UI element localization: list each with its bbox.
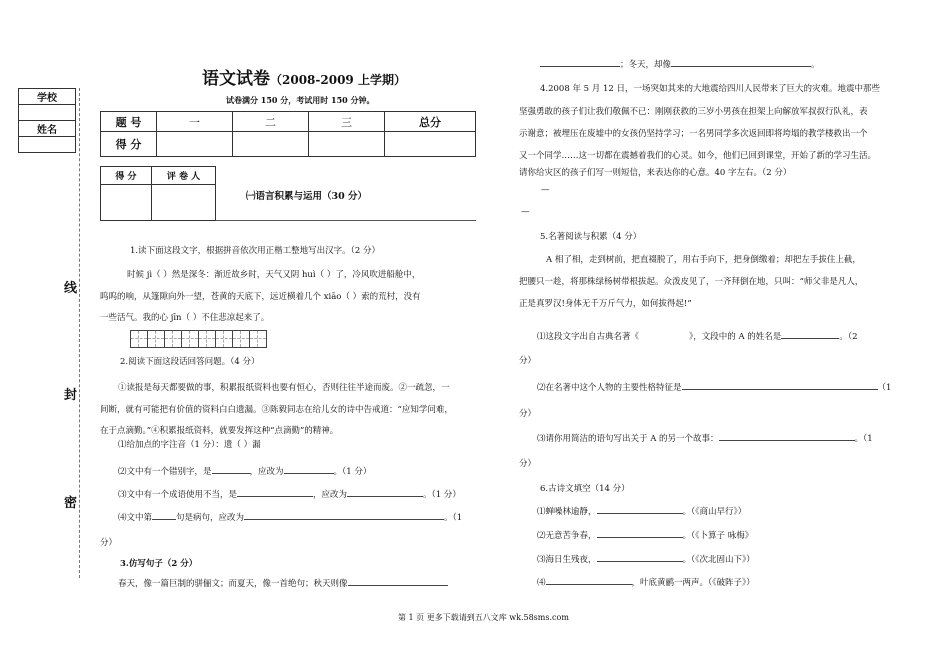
q6-blank4[interactable] bbox=[546, 575, 632, 585]
q6-line4 bbox=[537, 575, 755, 588]
q2-para1: ①读报是每天都要做的事，积累报纸资料也要有恒心，否则往往半途而废。②一疏忽，一 bbox=[118, 383, 450, 393]
q6-blank2[interactable] bbox=[597, 528, 683, 538]
q6-line2 bbox=[537, 528, 753, 541]
q5-sub2 bbox=[537, 380, 891, 393]
title-sub: （2008-2009 上学期） bbox=[270, 73, 406, 87]
grid-cell[interactable] bbox=[232, 330, 250, 348]
q2-sub3-text: ⑶文中有一个成语使用不当，是 bbox=[118, 490, 238, 500]
page-title bbox=[202, 64, 406, 89]
score-header-total: 总分 bbox=[385, 112, 476, 132]
q2-sub3-blank2[interactable] bbox=[347, 487, 423, 497]
q3-line-text: 春天，像一篇巨制的骈俪文；而夏天，像一首绝句；秋天则像 bbox=[118, 579, 348, 589]
q3-continuation bbox=[540, 57, 820, 70]
q3-blank-cont[interactable] bbox=[540, 57, 620, 67]
q4-answer-dash1[interactable]: — bbox=[541, 185, 550, 195]
q6-line2-source: 。（《卜算子 咏梅》 bbox=[682, 531, 754, 541]
q6-line3-source: 。（《次北固山下》） bbox=[682, 555, 755, 565]
grid-cell[interactable] bbox=[130, 330, 148, 348]
q4-line4: 又一个同学……这一切都在震撼着我们的心灵。如今，他们已回到课堂，开始了新的学习生活。 bbox=[519, 151, 877, 161]
q2-para3: 在于点滴勤。”④积累报纸资料，就要发挥这种“点滴勤”的精神。 bbox=[100, 426, 339, 436]
q5-sub3-blank[interactable] bbox=[719, 431, 855, 441]
q6-line3 bbox=[537, 552, 755, 565]
q2-para2: 间断，就有可能把有价值的资料白白遗漏。③陈毅同志在给儿女的诗中告戒道：“应知学问难， bbox=[100, 405, 453, 415]
q5-sub3-cont: 分） bbox=[519, 459, 537, 469]
score-header-1: 一 bbox=[157, 112, 233, 132]
score-cell-total[interactable] bbox=[385, 132, 476, 157]
q2-sub2-text3: 。（1 分） bbox=[333, 467, 372, 477]
q1-line2: 呜呜的响，从篷隙向外一望，苍黄的天底下，远近横着几个 xiāo（ ）索的荒村，没有 bbox=[100, 292, 421, 302]
score-cell-2[interactable] bbox=[233, 132, 309, 157]
q5-title: 5.名著阅读与积累（4 分） bbox=[540, 232, 642, 242]
q2-sub2-text: ⑵文中有一个错别字，是 bbox=[118, 467, 212, 477]
exam-subtitle: 试卷满分 150 分，考试用时 150 分钟。 bbox=[226, 95, 375, 105]
grader-name-label: 评 卷 人 bbox=[152, 167, 216, 185]
student-info-box bbox=[18, 88, 76, 153]
name-field[interactable] bbox=[19, 137, 76, 153]
q5-sub3-text: ⑶请你用简洁的语句写出关于 A 的另一个故事： bbox=[537, 434, 719, 444]
q2-sub4-blank1[interactable] bbox=[152, 510, 176, 520]
q5-para1: A 相了相，走到树前，把直裰脱了，用右手向下，把身倒缴着；却把左手拔住上截， bbox=[546, 255, 861, 265]
q1-line3: 一些活气。我的心 jīn（ ）不住悲凉起来了。 bbox=[100, 313, 270, 323]
q4-answer-dash2[interactable]: — bbox=[521, 207, 530, 217]
q2-sub3-blank1[interactable] bbox=[237, 487, 313, 497]
grid-cell[interactable] bbox=[198, 330, 216, 348]
score-header-3: 三 bbox=[309, 112, 385, 132]
q2-sub4-cont: 分） bbox=[100, 538, 118, 548]
q5-sub2-blank[interactable] bbox=[682, 380, 878, 390]
grid-cell[interactable] bbox=[164, 330, 182, 348]
score-cell-1[interactable] bbox=[157, 132, 233, 157]
section1-underline bbox=[216, 220, 476, 221]
q3-blank1[interactable] bbox=[348, 576, 448, 586]
grader-table bbox=[100, 166, 216, 221]
name-label: 姓名 bbox=[19, 121, 76, 137]
q6-line1-text: ⑴蝉噪林逾静， bbox=[537, 507, 597, 517]
q4-line2: 坚强勇敢的孩子们让我们敬佩不已：刚刚获救的三岁小男孩在担架上向解放军叔叔行队礼，表 bbox=[519, 107, 868, 117]
seal-char-line: 线 bbox=[64, 281, 78, 296]
q5-sub1-text3: 。（2 bbox=[839, 332, 858, 342]
q2-sub4 bbox=[118, 510, 462, 523]
q5-para2: 把腰只一趁，将那株绿杨树带根拔起。众泼皮见了，一齐拜倒在地，只叫：“师父非是凡人， bbox=[519, 277, 864, 287]
q4-line1: 4.2008 年 5 月 12 日，一场突如其来的大地震给四川人民带来了巨大的灾难。地震中那些 bbox=[540, 84, 880, 94]
q1-line1: 时候 jì（ ）然是深冬：渐近故乡时，天气又阴 huì（ ）了，冷风吹进船舱中， bbox=[127, 270, 421, 280]
score-cell-3[interactable] bbox=[309, 132, 385, 157]
grader-score-label: 得 分 bbox=[101, 167, 152, 185]
q2-sub2-text2: ，应改为 bbox=[249, 467, 284, 477]
q4-line3: 示谢意；被埋压在废墟中的女孩仍坚持学习；一名男同学多次返回即将垮塌的教学楼救出一个 bbox=[519, 129, 868, 139]
school-label: 学校 bbox=[19, 89, 76, 105]
seal-char-secret: 密 bbox=[64, 496, 78, 511]
q1-writing-grid[interactable] bbox=[130, 330, 266, 348]
q5-sub1-blank2[interactable] bbox=[781, 329, 839, 339]
q2-sub2 bbox=[118, 464, 371, 477]
binding-line bbox=[79, 88, 80, 578]
q2-title: 2.阅读下面这段话回答问题。（4 分） bbox=[120, 357, 260, 367]
q6-line4-source: ，叶底黄鹂一两声。（《破阵子》） bbox=[631, 578, 755, 588]
q3-line bbox=[118, 576, 448, 589]
q5-sub1-blank1[interactable] bbox=[639, 330, 689, 339]
q4-line5: 请你给灾区的孩子们写一则短信，来表达你的心意。40 字左右。（2 分） bbox=[519, 168, 792, 178]
q3-cont-end: 。 bbox=[811, 60, 820, 70]
grid-cell[interactable] bbox=[147, 330, 165, 348]
q5-sub1 bbox=[537, 329, 857, 342]
score-row-label: 得 分 bbox=[101, 132, 157, 157]
q5-sub3 bbox=[537, 431, 873, 444]
q6-line4-text: ⑷ bbox=[537, 578, 546, 588]
q2-sub3 bbox=[118, 487, 461, 500]
page-footer: 第 1 页 更多下载请到五八文库 wk.58sms.com bbox=[398, 613, 569, 622]
grid-cell[interactable] bbox=[181, 330, 199, 348]
q5-sub1-text2: 》，文段中的 A 的姓名是 bbox=[689, 332, 782, 342]
q6-line1: ⑴蝉噪林逾静， 。（《商山早行》） bbox=[537, 504, 746, 517]
score-header-2: 二 bbox=[233, 112, 309, 132]
grader-name-cell[interactable] bbox=[152, 185, 216, 221]
q6-blank3[interactable] bbox=[597, 552, 683, 562]
q2-sub4-text: ⑷文中第 bbox=[118, 513, 153, 523]
q6-line1-source: 《商山早行》 bbox=[695, 507, 738, 517]
q2-sub4-text2: 句是病句，应改为 bbox=[176, 513, 245, 523]
q2-sub4-blank2[interactable] bbox=[244, 510, 444, 520]
q2-sub4-text3: 。（1 bbox=[444, 513, 463, 523]
q5-sub2-text2: （1 bbox=[877, 383, 892, 393]
school-field[interactable] bbox=[19, 105, 76, 121]
q5-sub2-cont: 分） bbox=[519, 409, 537, 419]
q5-sub1-text: ⑴这段文字出自古典名著《 bbox=[537, 332, 640, 342]
q6-line2-text: ⑵无意苦争春， bbox=[537, 531, 597, 541]
q2-sub2-blank2[interactable] bbox=[284, 464, 334, 474]
grid-cell[interactable] bbox=[249, 330, 267, 348]
score-header-label: 题 号 bbox=[101, 112, 157, 132]
title-main: 语文试卷 bbox=[202, 69, 270, 89]
section1-title: ㈠语言积累与运用（30 分） bbox=[246, 191, 368, 202]
q6-blank1[interactable] bbox=[597, 504, 683, 514]
grader-score-cell[interactable] bbox=[101, 185, 152, 221]
q5-sub3-text2: 。（1 bbox=[854, 434, 873, 444]
q3-blank2[interactable] bbox=[671, 57, 811, 67]
q1-title: 1.读下面这段文字，根据拼音依次用正楷工整地写出汉字。（2 分） bbox=[130, 246, 380, 256]
q2-sub2-blank1[interactable] bbox=[212, 464, 250, 474]
q6-line3-text: ⑶海日生残夜， bbox=[537, 555, 597, 565]
q5-para3: 正是真罗汉!身体无千万斤气力，如何拔得起!” bbox=[519, 299, 692, 309]
seal-char-seal: 封 bbox=[64, 388, 78, 403]
q2-sub3-text3: 。（1 分） bbox=[423, 490, 461, 500]
grid-cell[interactable] bbox=[215, 330, 233, 348]
q5-sub1-cont: 分） bbox=[519, 356, 537, 366]
q6-title: 6.古诗文填空（14 分） bbox=[540, 484, 630, 494]
q3-cont-text: ；冬天，却像 bbox=[620, 60, 672, 70]
q2-sub3-text2: ，应改为 bbox=[313, 490, 348, 500]
q5-sub2-text: ⑵在名著中这个人物的主要性格特征是 bbox=[537, 383, 682, 393]
q2-sub1: ⑴给加点的字注音（1 分）：遗（ ）漏 bbox=[118, 440, 261, 450]
score-table bbox=[100, 111, 476, 157]
q3-title: 3.仿写句子（2 分） bbox=[120, 559, 198, 569]
